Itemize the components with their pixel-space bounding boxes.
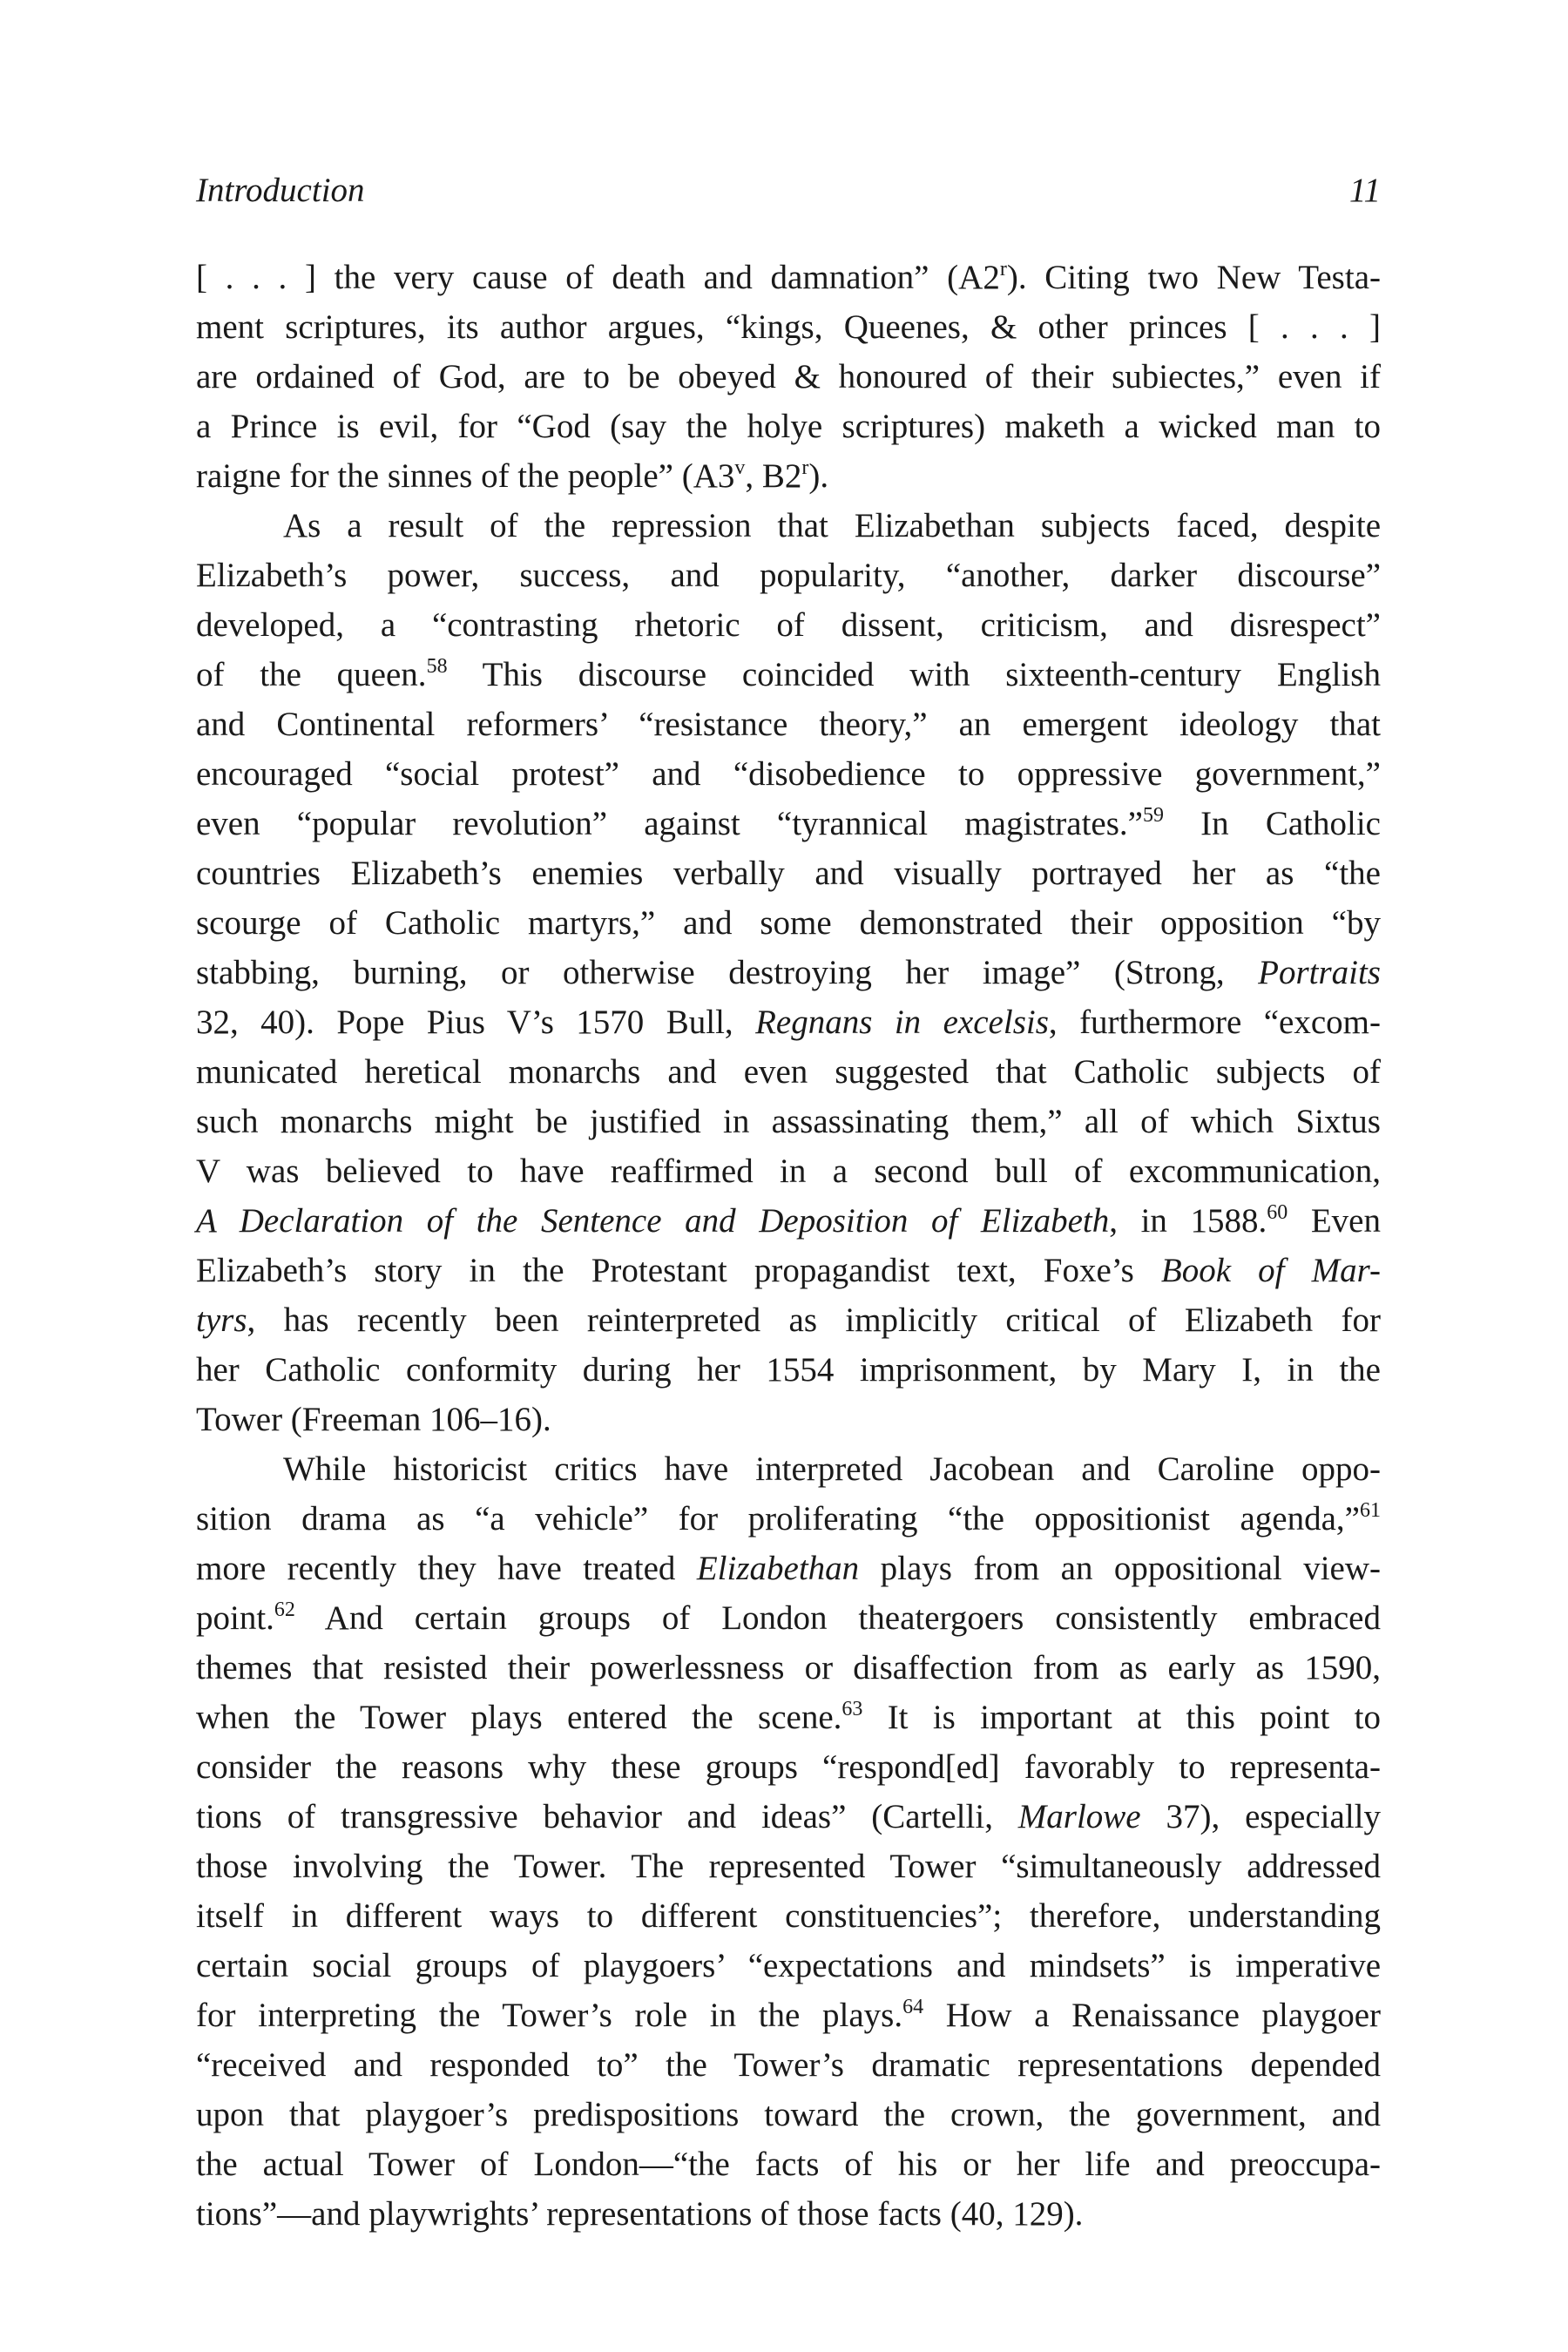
text-line [196, 600, 1381, 650]
text-line [196, 1544, 1381, 1593]
text-run: are ordained of God, are to be obeyed & honoured of their subiectes,” even if [196, 358, 1381, 395]
text-run: 32, 40). Pope Pius V’s 1570 Bull, [196, 1004, 756, 1041]
text-run: How a Renaissance playgoer [923, 1997, 1381, 2034]
paragraph [196, 1444, 1381, 2239]
text-run: V was believed to have reaffirmed in a second bull of excommunication, [196, 1152, 1381, 1190]
text-line [196, 1792, 1381, 1842]
text-line [196, 1097, 1381, 1146]
text-line [196, 1891, 1381, 1941]
text-run: and Continental reformers’ “resistance theory,” an emergent ideology that [196, 706, 1381, 743]
text-line [196, 948, 1381, 997]
text-line [196, 1146, 1381, 1196]
italic-title: tyrs [196, 1301, 247, 1339]
text-run: itself in different ways to different constituencies”; therefore, understanding [196, 1897, 1381, 1935]
text-line [196, 898, 1381, 948]
text-line [196, 253, 1381, 302]
text-line [196, 402, 1381, 451]
text-line [196, 2040, 1381, 2090]
text-run: such monarchs might be justified in assassinating them,” all of which Sixtus [196, 1103, 1381, 1140]
italic-title: Book of Mar- [1160, 1252, 1382, 1289]
footnote-marker: 59 [1142, 804, 1164, 827]
text-run: plays from an oppositional view- [859, 1550, 1381, 1587]
italic-title: Marlowe [1017, 1798, 1141, 1835]
text-line [196, 1295, 1381, 1345]
text-line [196, 799, 1381, 848]
text-run: point. [196, 1599, 274, 1637]
text-line [196, 1047, 1381, 1097]
text-run: more recently they have treated [196, 1550, 697, 1587]
text-run: Elizabeth’s story in the Protestant propagandist text, Foxe’s [196, 1252, 1161, 1289]
text-line [196, 352, 1381, 402]
text-run: Even [1288, 1202, 1381, 1240]
text-line [196, 501, 1381, 551]
text-run: upon that playgoer’s predispositions toward the crown, the government, and [196, 2096, 1381, 2133]
text-run: This discourse coincided with sixteenth-century English [447, 656, 1381, 693]
page-number: 11 [1348, 172, 1381, 209]
text-run: certain social groups of playgoers’ “expectations and mindsets” is imperative [196, 1947, 1381, 1984]
text-run: for interpreting the Tower’s role in the plays. [196, 1997, 903, 2034]
text-run: tions”—and playwrights’ representations of those facts (40, 129). [196, 2195, 1084, 2233]
text-line [196, 1742, 1381, 1792]
italic-title: Portraits [1258, 954, 1381, 991]
text-run: ). [808, 457, 829, 495]
text-line [196, 1395, 1381, 1444]
text-run: municated heretical monarchs and even suggested that Catholic subjects of [196, 1053, 1381, 1091]
paragraph [196, 253, 1381, 501]
italic-title: Elizabethan [696, 1550, 860, 1587]
text-line [196, 1444, 1381, 1494]
text-line [196, 1593, 1381, 1643]
text-run: themes that resisted their powerlessness or disaffection from as early as 1590, [196, 1649, 1381, 1686]
text-run: “received and responded to” the Tower’s dramatic representations depended [196, 2046, 1381, 2084]
text-line [196, 997, 1381, 1047]
text-run: , furthermore “excom- [1048, 1004, 1381, 1041]
footnote-marker: 62 [274, 1598, 295, 1621]
footnote-marker: 58 [426, 655, 448, 678]
text-run: , has recently been reinterpreted as implicitly critical of Elizabeth for [247, 1301, 1381, 1339]
text-run: , in 1588. [1109, 1202, 1267, 1240]
text-run: ment scriptures, its author argues, “kings, Queenes, & other princes [ . . . ] [196, 308, 1381, 346]
text-run: , B2 [745, 457, 802, 495]
text-run: stabbing, burning, or otherwise destroying her image” (Strong, [196, 954, 1259, 991]
footnote-marker: r [801, 456, 809, 479]
footnote-marker: 63 [841, 1698, 863, 1720]
text-run: raigne for the sinnes of the people” (A3 [196, 457, 735, 495]
text-run: In Catholic [1163, 805, 1381, 842]
paragraph [196, 501, 1381, 1444]
text-line [196, 2090, 1381, 2139]
footnote-marker: v [734, 456, 746, 479]
text-run: consider the reasons why these groups “respond[ed] favorably to representa- [196, 1748, 1381, 1786]
footnote-marker: 64 [902, 1996, 924, 2018]
text-line [196, 451, 1381, 501]
text-run: [ . . . ] the very cause of death and damnation” (A2 [196, 259, 1000, 296]
text-run: sition drama as “a vehicle” for proliferating “the oppositionist agenda,” [196, 1500, 1360, 1538]
text-run: As a result of the repression that Elizabethan subjects faced, despite [283, 507, 1381, 544]
italic-title: A Declaration of the Sentence and Deposition of Elizabeth [196, 1202, 1110, 1240]
text-run: countries Elizabeth’s enemies verbally and visually portrayed her as “the [196, 855, 1381, 892]
text-run: developed, a “contrasting rhetoric of dissent, criticism, and disrespect” [196, 606, 1381, 644]
footnote-marker: 60 [1267, 1201, 1288, 1224]
text-run: a Prince is evil, for “God (say the holye scriptures) maketh a wicked man to [196, 408, 1381, 445]
text-line [196, 749, 1381, 799]
text-line [196, 551, 1381, 600]
text-run: scourge of Catholic martyrs,” and some demonstrated their opposition “by [196, 904, 1381, 942]
text-run: ). Citing two New Testa- [1006, 259, 1381, 296]
text-line [196, 2139, 1381, 2189]
text-run: those involving the Tower. The represented Tower “simultaneously addressed [196, 1848, 1381, 1885]
text-line [196, 2189, 1381, 2239]
text-line [196, 1842, 1381, 1891]
text-run: Tower (Freeman 106–16). [196, 1401, 551, 1438]
text-line [196, 1990, 1381, 2040]
text-run: It is important at this point to [862, 1699, 1381, 1736]
text-line [196, 1345, 1381, 1395]
text-line [196, 1196, 1381, 1246]
text-line [196, 302, 1381, 352]
footnote-marker: 61 [1360, 1499, 1381, 1522]
body-text [196, 253, 1381, 2239]
text-line [196, 1246, 1381, 1295]
text-run: even “popular revolution” against “tyrannical magistrates.” [196, 805, 1143, 842]
text-line [196, 1643, 1381, 1693]
text-run: And certain groups of London theatergoers consistently embraced [294, 1599, 1381, 1637]
text-run: encouraged “social protest” and “disobedience to oppressive government,” [196, 755, 1381, 793]
text-line [196, 1494, 1381, 1544]
text-line [196, 650, 1381, 700]
text-line [196, 1941, 1381, 1990]
text-run: the actual Tower of London—“the facts of his or her life and preoccupa- [196, 2146, 1381, 2183]
text-run: tions of transgressive behavior and ideas” (Cartelli, [196, 1798, 1018, 1835]
text-line [196, 848, 1381, 898]
italic-title: Regnans in excelsis [755, 1004, 1049, 1041]
text-run: While historicist critics have interpreted Jacobean and Caroline oppo- [283, 1450, 1381, 1488]
text-run: of the queen. [196, 656, 427, 693]
text-line [196, 700, 1381, 749]
text-run: Elizabeth’s power, success, and popularity, “another, darker discourse” [196, 557, 1381, 594]
text-run: when the Tower plays entered the scene. [196, 1699, 842, 1736]
text-run: her Catholic conformity during her 1554 imprisonment, by Mary I, in the [196, 1351, 1381, 1389]
text-run: 37), especially [1140, 1798, 1381, 1835]
text-line [196, 1693, 1381, 1742]
footnote-marker: r [999, 258, 1007, 280]
running-header-title: Introduction [196, 172, 365, 209]
